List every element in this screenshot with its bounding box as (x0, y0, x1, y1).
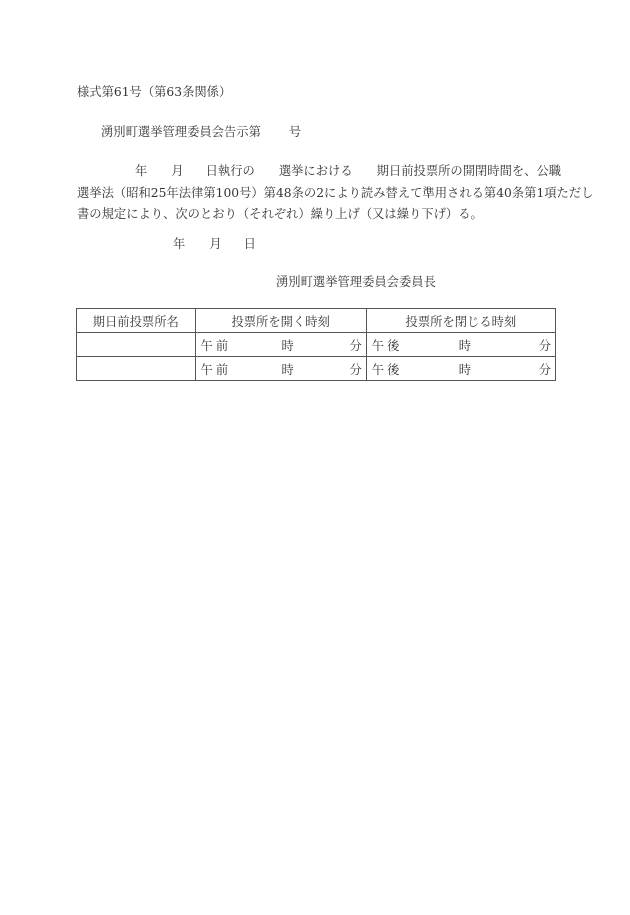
date-year: 年 (173, 237, 186, 251)
open-time-cell[interactable] (195, 357, 366, 381)
day-exec-label: 日執行の (205, 164, 255, 178)
year-label: 年 (135, 164, 148, 178)
date-day: 日 (243, 237, 256, 251)
notice-title-suffix: 号 (288, 125, 302, 139)
hour-label: 時 (458, 339, 472, 353)
date-line (173, 236, 256, 252)
notice-body (77, 161, 594, 226)
minute-label: 分 (538, 363, 551, 377)
hour-label: 時 (458, 363, 472, 377)
body-line-3: 書の規定により、次のとおり（それぞれ）繰り上げ（又は繰り下げ）る。 (77, 207, 483, 221)
body-line-1-rest: 期日前投票所の開閉時間を、公職 (376, 164, 562, 178)
polling-place-name-cell[interactable] (77, 357, 196, 381)
ampm-label: 午前 (200, 339, 232, 353)
notice-title (101, 124, 301, 140)
notice-title-prefix: 湧別町選挙管理委員会告示第 (101, 125, 261, 139)
election-label: 選挙における (278, 164, 353, 178)
hour-label: 時 (281, 363, 294, 377)
table-row (77, 333, 556, 357)
header-polling-place-name: 期日前投票所名 (77, 309, 196, 333)
ampm-label: 午前 (200, 363, 232, 377)
polling-place-name-cell[interactable] (77, 333, 196, 357)
date-month: 月 (209, 237, 222, 251)
body-line-2: 選挙法（昭和25年法律第100号）第48条の2により読み替えて準用される第40条第1項ただし (77, 185, 594, 200)
minute-label: 分 (349, 363, 362, 377)
minute-label: 分 (349, 339, 362, 353)
hour-label: 時 (281, 339, 294, 353)
schedule-table (76, 308, 556, 381)
close-time-cell[interactable] (366, 357, 555, 381)
close-time-cell[interactable] (366, 333, 555, 357)
body-line-1 (77, 161, 562, 183)
signer-title: 湧別町選挙管理委員会委員長 (276, 275, 436, 289)
header-close-time: 投票所を閉じる時刻 (366, 309, 555, 333)
header-open-time: 投票所を開く時刻 (195, 309, 366, 333)
table-header-row (77, 309, 556, 333)
form-number: 様式第61号（第63条関係） (77, 85, 232, 99)
ampm-label: 午後 (371, 363, 403, 377)
minute-label: 分 (538, 339, 551, 353)
open-time-cell[interactable] (195, 333, 366, 357)
ampm-label: 午後 (371, 339, 403, 353)
table-row (77, 357, 556, 381)
month-label: 月 (171, 164, 184, 178)
